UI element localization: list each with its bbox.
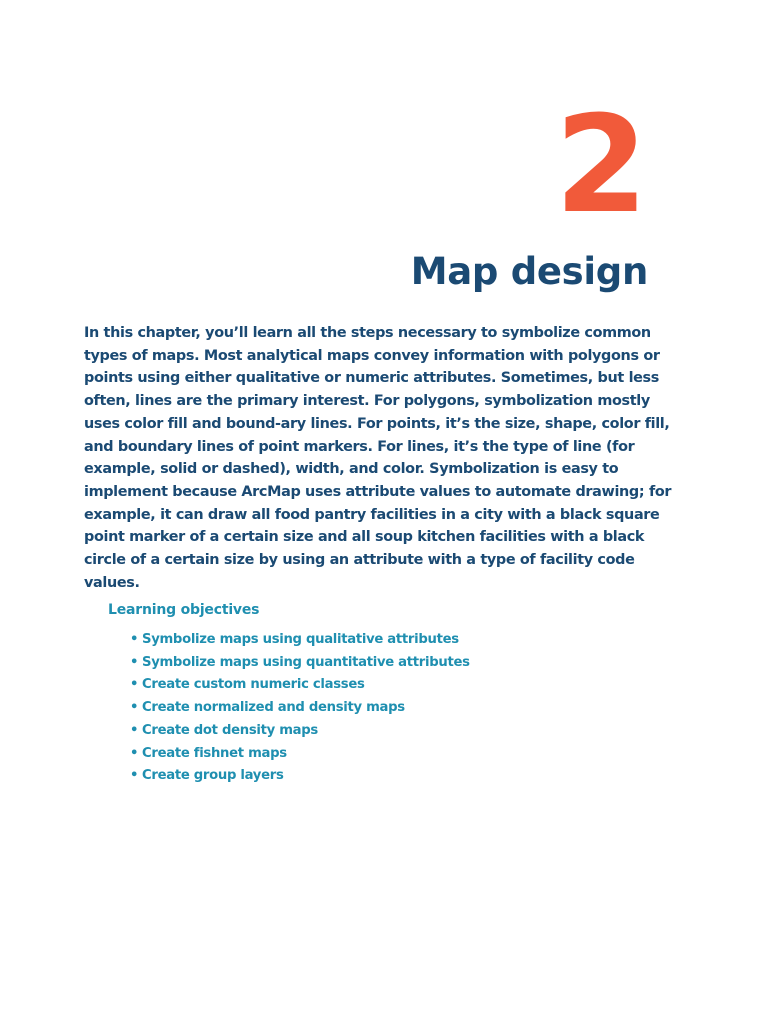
- objective-text: Create normalized and density maps: [142, 700, 405, 716]
- objective-item: [130, 674, 668, 697]
- bullet-icon: •: [130, 632, 139, 647]
- objective-text: Create fishnet maps: [142, 745, 287, 761]
- bullet-icon: •: [130, 677, 139, 693]
- chapter-title: Map design: [410, 250, 648, 293]
- objective-item: [130, 629, 668, 652]
- chapter-intro-paragraph: In this chapter, you’ll learn all the steps necessary to symbolize common types of maps. Most analytical maps convey information with polygons or points using either qualitative or numeric attributes. Sometimes, but less often, lines are the primary interest. For polygons, symbolization mostly uses color fill and bound-ary lines. For points, it’s the size, shape, color fill, and boundary lines of point markers. For lines, it’s the type of line (for example, solid or dashed), width, and color. Symbolization is easy to implement because ArcMap uses attribute values to automate drawing; for example, it can draw all food pantry facilities in a city with a black square point marker of a certain size and all soup kitchen facilities with a black circle of a certain size by using an attribute with a type of facility code values.: [84, 325, 672, 591]
- bullet-icon: •: [130, 722, 139, 738]
- bullet-icon: •: [130, 654, 139, 670]
- objective-item: [130, 765, 668, 788]
- chapter-number: 2: [554, 87, 646, 243]
- objective-text: Create custom numeric classes: [142, 677, 365, 693]
- objective-text: Symbolize maps using quantitative attributes: [142, 654, 470, 670]
- learning-objectives-list: [108, 629, 668, 788]
- learning-objectives-heading: Learning objectives: [108, 602, 260, 618]
- objective-item: [130, 743, 668, 766]
- objective-item: [130, 652, 668, 675]
- objective-text: Create group layers: [142, 768, 284, 784]
- objective-text: Create dot density maps: [142, 722, 318, 738]
- bullet-icon: •: [130, 745, 139, 761]
- learning-objectives-section: [108, 600, 668, 788]
- objective-item: [130, 697, 668, 720]
- objective-item: [130, 720, 668, 743]
- bullet-icon: •: [130, 700, 139, 716]
- bullet-icon: •: [130, 768, 139, 784]
- objective-text: Symbolize maps using qualitative attributes: [142, 632, 459, 647]
